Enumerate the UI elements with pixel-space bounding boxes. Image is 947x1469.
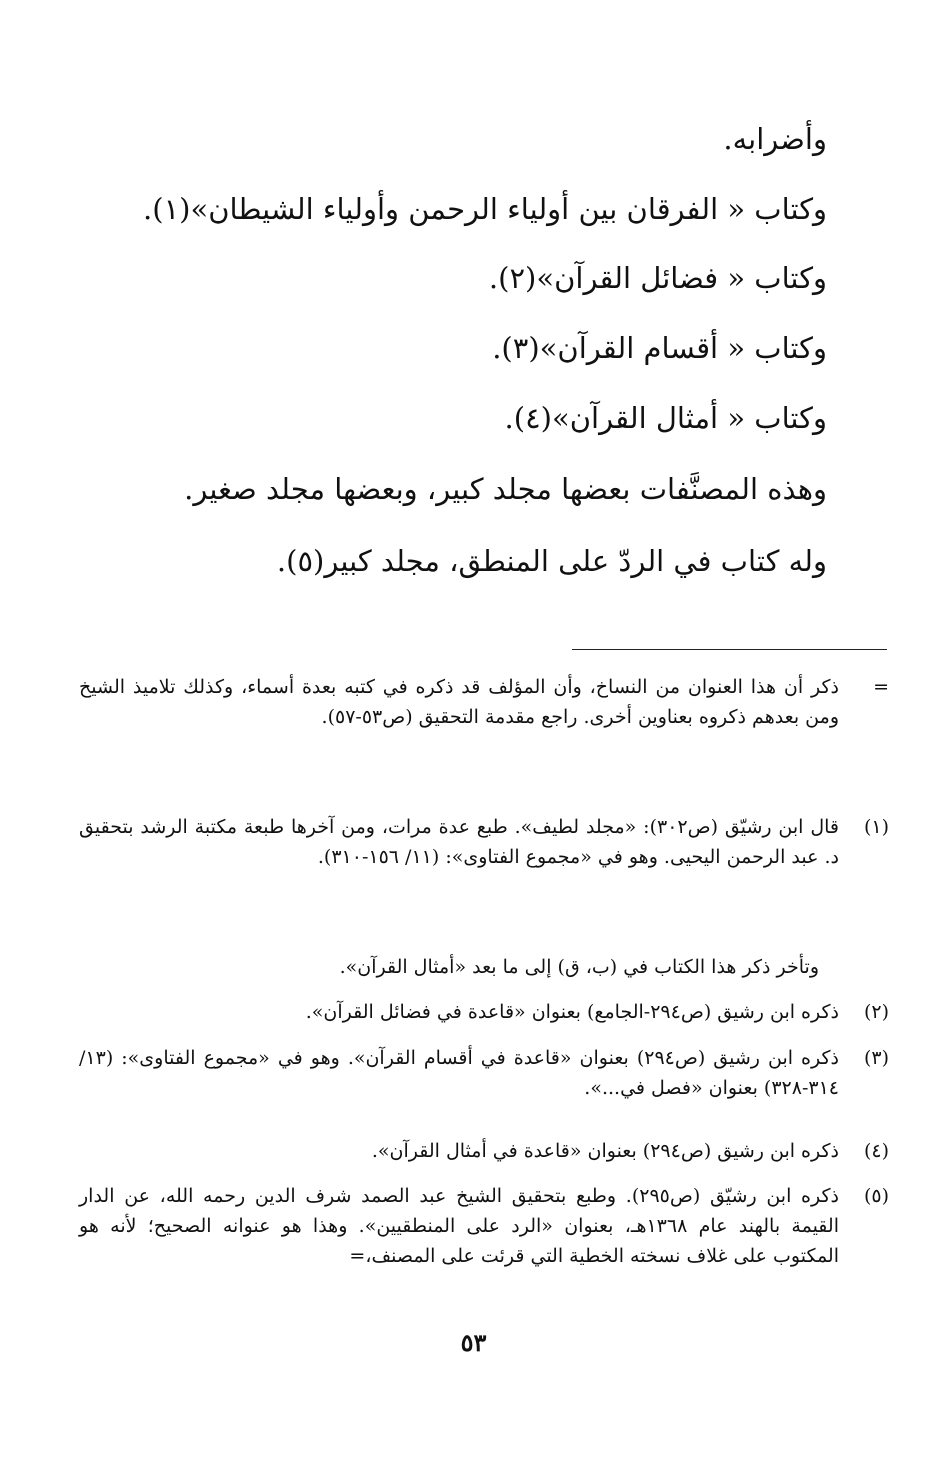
main-text-line-1: وأضرابه. [723,122,827,156]
main-text-line-7: وله كتاب في الردّ على المنطق، مجلد كبير(٥). [276,544,827,578]
footnote-text: ذكره ابن رشيق (ص٢٩٤-الجامع) بعنوان «قاعدة في فضائل القرآن». [305,1001,839,1023]
footnote-2 [79,997,889,1027]
footnote-marker: = [873,676,889,698]
footnote-1 [79,812,889,872]
footnote-marker: (١) [863,816,889,838]
footnote-text: ذكره ابن رشيق (ص٢٩٤) بعنوان «قاعدة في أقسام القرآن». وهو في «مجموع الفتاوى»: (١٣/ ٣١٤-٣٢٨) بعنوان «فصل في...». [79,1047,839,1099]
footnote-1-extra [79,952,889,982]
main-text-line-2: وكتاب « الفرقان بين أولياء الرحمن وأولياء الشيطان»(١). [143,192,827,226]
footnote-marker: (٤) [863,1140,889,1162]
footnote-text: قال ابن رشيّق (ص٣٠٢): «مجلد لطيف». طبع عدة مرات، ومن آخرها طبعة مكتبة الرشد بتحقيق د. عبد الرحمن اليحيى. وهو في «مجموع الفتاوى»: (١١/ ١٥٦-٣١٠). [79,816,839,868]
footnote-text: وتأخر ذكر هذا الكتاب في (ب، ق) إلى ما بعد «أمثال القرآن». [339,956,819,978]
footnote-text: ذكر أن هذا العنوان من النساخ، وأن المؤلف قد ذكره في كتبه بعدة أسماء، وكذلك تلاميذ الشيخ ومن بعدهم ذكروه بعناوين أخرى. راجع مقدمة التحقيق (ص٥٣-٥٧). [79,676,839,728]
footnote-continuation [79,672,889,732]
footnote-marker: (٣) [863,1047,889,1069]
main-text-line-5: وكتاب « أمثال القرآن»(٤). [504,401,827,435]
footnote-divider [572,649,887,650]
footnote-marker: (٥) [863,1185,889,1207]
main-text-line-3: وكتاب « فضائل القرآن»(٢). [488,261,827,295]
footnote-4 [79,1136,889,1166]
footnote-marker: (٢) [863,1001,889,1023]
main-text-line-4: وكتاب « أقسام القرآن»(٣). [492,331,827,365]
footnote-3 [79,1043,889,1103]
page-number: ٥٣ [460,1328,487,1357]
main-text-line-6: وهذه المصنَّفات بعضها مجلد كبير، وبعضها مجلد صغير. [184,472,827,506]
footnote-text: ذكره ابن رشيّق (ص٢٩٥). وطبع بتحقيق الشيخ عبد الصمد شرف الدين رحمه الله، عن الدار القيمة بالهند عام ١٣٦٨هـ، بعنوان «الرد على المنطقيين». وهذا هو عنوانه الصحيح؛ لأنه هو المكتوب على غلاف نسخته الخطية التي قرئت على المصنف،= [79,1185,839,1267]
footnote-5 [79,1181,889,1271]
footnote-text: ذكره ابن رشيق (ص٢٩٤) بعنوان «قاعدة في أمثال القرآن». [371,1140,839,1162]
